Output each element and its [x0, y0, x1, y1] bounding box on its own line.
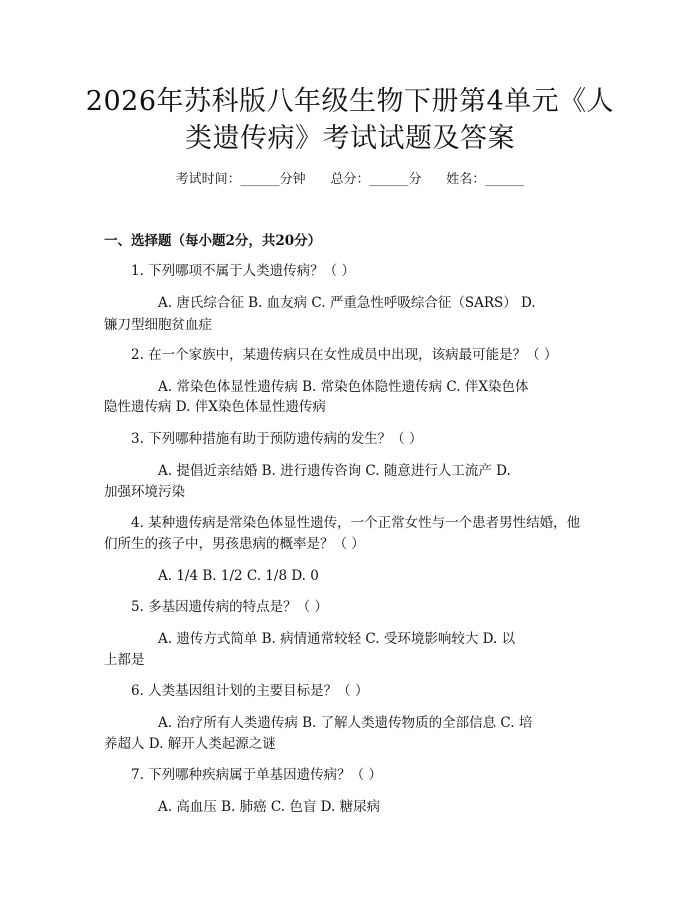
total-score-field: 总分：______分: [330, 172, 422, 187]
question-4-stem: 4. 某种遗传病是常染色体显性遗传，一个正常女性与一个患者男性结婚，他: [131, 515, 581, 531]
question-1-options: A. 唐氏综合征 B. 血友病 C. 严重急性呼吸综合征（SARS） D.: [158, 295, 536, 311]
question-2-options-cont: 隐性遗传病 D. 伴X染色体显性遗传病: [104, 399, 326, 415]
exam-meta: [0, 171, 700, 189]
question-1-options-cont: 镰刀型细胞贫血症: [104, 317, 212, 333]
question-2-options: A. 常染色体显性遗传病 B. 常染色体隐性遗传病 C. 伴X染色体: [158, 379, 529, 395]
question-5-stem: 5. 多基因遗传病的特点是？（ ）: [131, 599, 328, 615]
exam-title-line1: 2026年苏科版八年级生物下册第4单元《人: [85, 86, 615, 117]
question-1-stem: 1. 下列哪项不属于人类遗传病？（ ）: [131, 263, 355, 279]
question-5-options: A. 遗传方式简单 B. 病情通常较轻 C. 受环境影响较大 D. 以: [158, 631, 516, 647]
question-7-options: A. 高血压 B. 肺癌 C. 色盲 D. 糖尿病: [158, 799, 381, 815]
question-7-stem: 7. 下列哪种疾病属于单基因遗传病？（ ）: [131, 767, 382, 783]
question-3-options-cont: 加强环境污染: [104, 484, 185, 500]
section-heading-multiple-choice: 一、选择题（每小题2分，共20分）: [104, 233, 322, 249]
question-6-options: A. 治疗所有人类遗传病 B. 了解人类遗传物质的全部信息 C. 培: [158, 715, 533, 731]
exam-title-line2: 类遗传病》考试试题及答案: [185, 123, 515, 154]
question-3-stem: 3. 下列哪种措施有助于预防遗传病的发生？（ ）: [131, 431, 423, 447]
question-4-stem-cont: 们所生的孩子中，男孩患病的概率是？（ ）: [104, 536, 365, 552]
question-2-stem: 2. 在一个家族中，某遗传病只在女性成员中出现，该病最可能是？（ ）: [131, 347, 558, 363]
question-5-options-cont: 上都是: [104, 652, 145, 668]
question-4-options: A. 1/4 B. 1/2 C. 1/8 D. 0: [158, 568, 319, 584]
exam-time-field: 考试时间：______分钟: [175, 172, 306, 187]
question-6-options-cont: 养超人 D. 解开人类起源之谜: [104, 736, 276, 752]
student-name-field: 姓名：______: [446, 172, 525, 187]
question-3-options: A. 提倡近亲结婚 B. 进行遗传咨询 C. 随意进行人工流产 D.: [158, 463, 511, 479]
question-6-stem: 6. 人类基因组计划的主要目标是？（ ）: [131, 683, 369, 699]
